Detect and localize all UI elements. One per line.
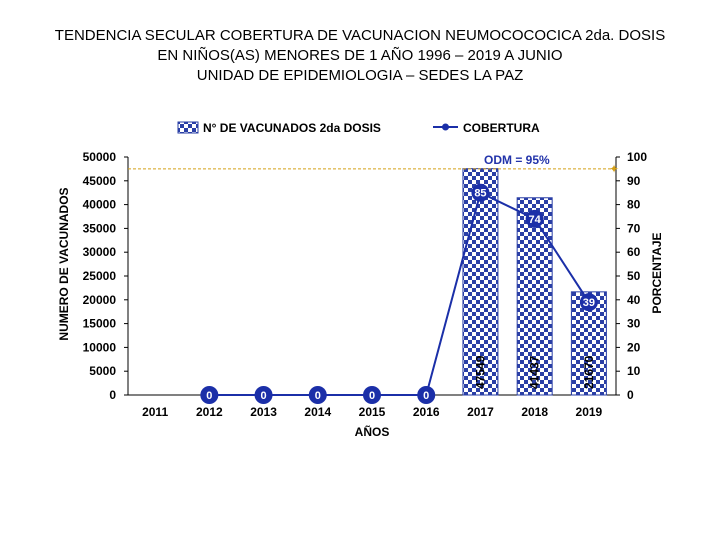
y2-tick-label: 90 bbox=[627, 173, 641, 188]
title-line-2: EN NIÑOS(AS) MENORES DE 1 AÑO 1996 – 2019 A JUNIO bbox=[157, 47, 563, 64]
coverage-point-label: 0 bbox=[314, 390, 321, 402]
x-tick-label: 2011 bbox=[142, 405, 169, 419]
y2-tick-label: 70 bbox=[627, 221, 641, 236]
y-tick-label: 10000 bbox=[82, 340, 116, 355]
x-ticks bbox=[142, 405, 602, 419]
coverage-point-label: 74 bbox=[528, 213, 541, 226]
y-tick-label: 45000 bbox=[82, 173, 116, 188]
x-tick-label: 2012 bbox=[195, 405, 223, 419]
legend-bar-label: N° DE VACUNADOS 2da DOSIS bbox=[203, 121, 381, 135]
y-axis-title: NUMERO DE VACUNADOS bbox=[57, 187, 71, 341]
y-tick-label: 0 bbox=[109, 388, 116, 402]
y2-tick-label: 10 bbox=[627, 364, 641, 379]
y-tick-label: 25000 bbox=[82, 269, 116, 283]
legend-bar-swatch bbox=[178, 122, 198, 133]
coverage-point-label: 0 bbox=[423, 390, 430, 402]
bar-data-label: 41437 bbox=[527, 355, 542, 389]
legend-line-label: COBERTURA bbox=[463, 121, 540, 135]
x-tick-label: 2014 bbox=[304, 405, 332, 419]
y2-axis-title: PORCENTAJE bbox=[650, 232, 664, 314]
y-tick-label: 35000 bbox=[82, 221, 116, 236]
x-tick-label: 2019 bbox=[575, 405, 603, 419]
y-tick-label: 50000 bbox=[82, 150, 116, 164]
y2-tick-label: 80 bbox=[627, 197, 641, 212]
right-ticks bbox=[616, 150, 647, 402]
x-tick-label: 2016 bbox=[412, 405, 440, 419]
y2-tick-label: 20 bbox=[627, 340, 641, 355]
y-tick-label: 30000 bbox=[82, 245, 116, 260]
y2-tick-label: 60 bbox=[627, 245, 641, 260]
legend-line-marker bbox=[442, 124, 449, 131]
x-axis-title: AÑOS bbox=[354, 425, 390, 439]
bars bbox=[463, 169, 606, 395]
coverage-point-label: 85 bbox=[474, 187, 487, 200]
y-tick-label: 15000 bbox=[82, 316, 116, 331]
y2-tick-label: 0 bbox=[627, 388, 634, 402]
y-tick-label: 20000 bbox=[82, 292, 116, 307]
x-tick-label: 2017 bbox=[467, 405, 494, 419]
y2-tick-label: 50 bbox=[627, 269, 641, 283]
bar-data-label: 21670 bbox=[581, 355, 596, 389]
left-ticks bbox=[83, 150, 128, 402]
title-line-3: UNIDAD DE EPIDEMIOLOGIA – SEDES LA PAZ bbox=[196, 67, 524, 84]
y2-tick-label: 40 bbox=[627, 292, 641, 307]
legend bbox=[178, 121, 540, 135]
y-tick-label: 5000 bbox=[89, 364, 116, 379]
y2-tick-label: 100 bbox=[627, 150, 648, 164]
y2-tick-label: 30 bbox=[627, 316, 641, 331]
coverage-point-label: 0 bbox=[368, 390, 376, 402]
bar-data-label: 47549 bbox=[473, 355, 488, 389]
coverage-point-label: 0 bbox=[206, 390, 213, 402]
x-tick-label: 2015 bbox=[358, 405, 386, 419]
coverage-point-label: 39 bbox=[582, 297, 596, 310]
title-line-1: TENDENCIA SECULAR COBERTURA DE VACUNACION NEUMOCOCOCICA 2da. DOSIS bbox=[54, 27, 666, 44]
target-marker-icon: ✦ bbox=[608, 161, 620, 176]
coverage-point-label: 0 bbox=[260, 390, 267, 402]
x-tick-label: 2018 bbox=[521, 405, 549, 419]
y-tick-label: 40000 bbox=[82, 197, 116, 212]
x-tick-label: 2013 bbox=[250, 405, 277, 419]
target-label: ODM = 95% bbox=[484, 152, 550, 167]
